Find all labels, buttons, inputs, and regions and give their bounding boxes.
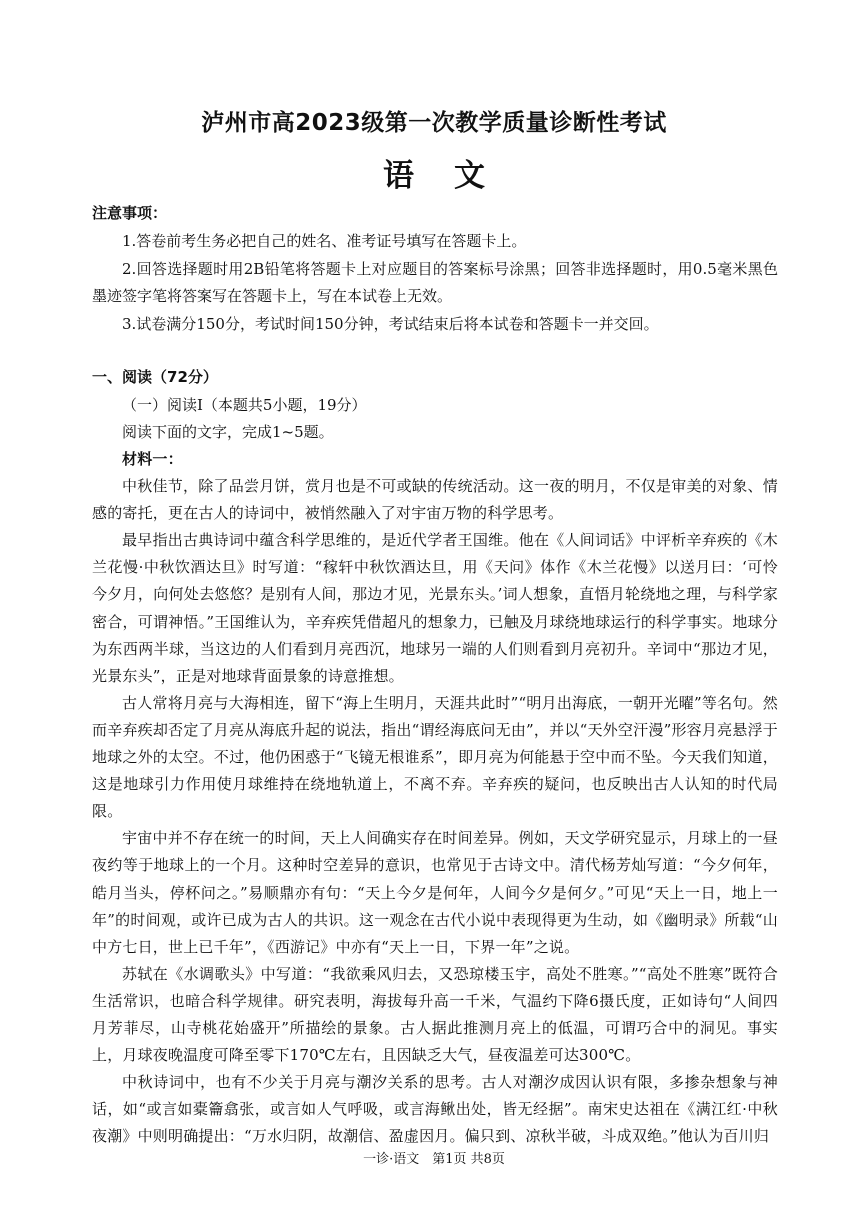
material-paragraph: 古人常将月亮与大海相连，留下“海上生明月，天涯共此时”“明月出海底，一朝开光曜”等名句。然而辛弃疾却否定了月亮从海底升起的说法，指出“谓经海底问无由”，并以“天外空汗漫”形容月亮悬浮于地球之外的太空。不过，他仍困惑于“飞镜无根谁系”，即月亮为何能悬于空中而不坠。今天我们知道，这是地球引力作用使月球维持在绕地轨道上，不离不弃。辛弃疾的疑问，也反映出古人认知的时代局限。 xyxy=(92,693,778,821)
notice-item: 1.答卷前考生务必把自己的姓名、准考证号填写在答题卡上。 xyxy=(122,232,527,250)
notice-item: 2.回答选择题时用2B铅笔将答题卡上对应题目的答案标号涂黑；回答非选择题时，用0.5毫米黑色墨迹签字笔将答案写在答题卡上，写在本试卷上无效。 xyxy=(92,259,778,305)
page-footer: 一诊·语文 第1页 共8页 xyxy=(363,1152,505,1167)
notice-heading: 注意事项： xyxy=(92,204,168,222)
material-paragraph: 最早指出古典诗词中蕴含科学思维的，是近代学者王国维。他在《人间词话》中评析辛弃疾的《木兰花慢·中秋饮酒达旦》时写道：“稼轩中秋饮酒达旦，用《天问》体作《木兰花慢》以送月曰：‘可怜今夕月，向何处去悠悠？是别有人间，那边才见，光景东头。’词人想象，直悟月轮绕地之理，与科学家密合，可谓神悟。”王国维认为，辛弃疾凭借超凡的想象力，已触及月球绕地球运行的科学事实。地球分为东西两半球，当这边的人们看到月亮西沉，地球另一端的人们则看到月亮初升。辛词中“那边才见，光景东头”，正是对地球背面景象的诗意推想。 xyxy=(92,531,778,685)
section-subheading: （一）阅读I（本题共5小题，19分） xyxy=(122,395,367,414)
section-instruction: 阅读下面的文字，完成1~5题。 xyxy=(122,423,334,441)
material-paragraph: 中秋佳节，除了品尝月饼，赏月也是不可或缺的传统活动。这一夜的明月，不仅是审美的对象、情感的寄托，更在古人的诗词中，被悄然融入了对宇宙万物的科学思考。 xyxy=(92,477,778,523)
material-one xyxy=(92,446,778,1150)
exam-title: 泸州市高2023级第一次教学质量诊断性考试 xyxy=(201,110,667,136)
material-paragraph: 宇宙中并不存在统一的时间，天上人间确实存在时间差异。例如，天文学研究显示，月球上的一昼夜约等于地球上的一个月。这种时空差异的意识，也常见于古诗文中。清代杨芳灿写道：“今夕何年，皓月当头，停杯问之。”易顺鼎亦有句：“天上今夕是何年，人间今夕是何夕。”可见“天上一日，地上一年”的时间观，或许已成为古人的共识。这一观念在古代小说中表现得更为生动，如《幽明录》所载“山中方七日，世上已千年”，《西游记》中亦有“天上一日，下界一年”之说。 xyxy=(92,829,778,956)
material-label: 材料一： xyxy=(122,450,183,468)
section-heading: 一、阅读（72分） xyxy=(92,368,218,386)
notice-list xyxy=(92,228,778,338)
notice-item: 3.试卷满分150分，考试时间150分钟，考试结束后将本试卷和答题卡一并交回。 xyxy=(122,314,659,333)
reading-section xyxy=(92,364,367,447)
subject-title: 语文 xyxy=(383,158,525,194)
material-paragraph: 中秋诗词中，也有不少关于月亮与潮汐关系的思考。古人对潮汐成因认识有限，多掺杂想象与神话，如“或言如橐籥翕张，或言如人气呼吸，或言海鳅出处，皆无经据”。南宋史达祖在《满江红·中秋夜潮》中则明确提出：“万水归阴，故潮信、盈虚因月。偏只到、凉秋半破，斗成双绝。”他认为百川归 xyxy=(92,1073,778,1146)
material-paragraph: 苏轼在《水调歌头》中写道：“我欲乘风归去，又恐琼楼玉宇，高处不胜寒。”“高处不胜寒”既符合生活常识，也暗合科学规律。研究表明，海拔每升高一千米，气温约下降6摄氏度，正如诗句“人间四月芳菲尽，山寺桃花始盛开”所描绘的景象。古人据此推测月亮上的低温，可谓巧合中的洞见。事实上，月球夜晚温度可降至零下170℃左右，且因缺乏大气，昼夜温差可达300℃。 xyxy=(92,964,778,1065)
